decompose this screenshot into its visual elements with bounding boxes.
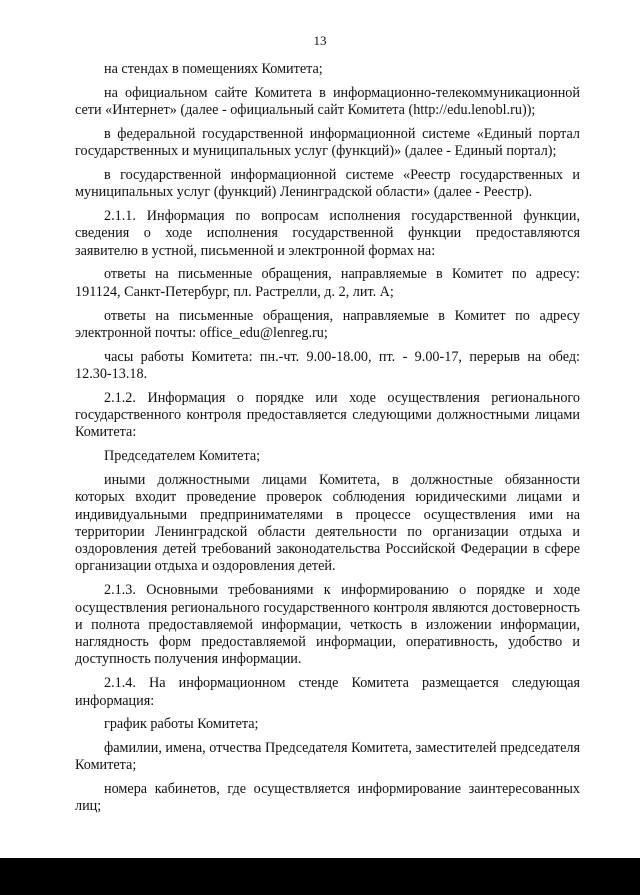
scan-bottom-border [0,858,640,895]
paragraph-2-1-2: 2.1.2. Информация о порядке или ходе осуществления регионального государственного контроля предоставляется следующими должностными лицами Комитета: [75,389,580,441]
paragraph-official-site: на официальном сайте Комитета в информационно-телекоммуникационной сети «Интернет» (далее - официальный сайт Комитета (http://edu.lenobl.ru)); [75,84,580,119]
paragraph-email-address: ответы на письменные обращения, направляемые в Комитет по адресу электронной почты: office_edu@lenreg.ru; [75,307,580,341]
paragraph-registry: в государственной информационной системе «Реестр государственных и муниципальных услуг (функций) Ленинградской области» (далее - Реестр). [75,166,580,201]
paragraph-2-1-1: 2.1.1. Информация по вопросам исполнения государственной функции, сведения о ходе исполнения государственной функции предоставляются заявителю в устной, письменной и электронной формах на: [75,208,580,259]
paragraph-2-1-3: 2.1.3. Основными требованиями к информированию о порядке и ходе осуществления регионального государственного контроля являются достоверность и полнота предоставляемой информации, четкость в изложении информации, наглядность форм предоставляемой информации, оперативность, удобство и доступность получения информации. [75,582,580,668]
paragraph-chairman: Председателем Комитета; [104,448,261,465]
paragraph-schedule: график работы Комитета; [104,716,259,733]
paragraph-2-1-4: 2.1.4. На информационном стенде Комитета размещается следующая информация: [75,675,580,709]
paragraph-unified-portal: в федеральной государственной информационной системе «Единый портал государственных и муниципальных услуг (функций)» (далее - Единый портал); [75,125,580,160]
paragraph-office-numbers: номера кабинетов, где осуществляется информирование заинтересованных лиц; [75,781,580,815]
paragraph-other-officials: иными должностными лицами Комитета, в должностные обязанности которых входит проведение проверок соблюдения юридическими лицами и индивидуальными предпринимателями в процессе осуществления ими на территории Ленинградской области деятельности по организации отдыха и оздоровления детей требований законодательства Российской Федерации в сфере организации отдыха и оздоровления детей. [75,471,580,575]
document-body [75,61,580,822]
paragraph-working-hours: часы работы Комитета: пн.-чт. 9.00-18.00, пт. - 9.00-17, перерыв на обед: 12.30-13.18. [75,348,580,382]
paragraph-stands: на стендах в помещениях Комитета; [104,61,323,77]
paragraph-postal-address: ответы на письменные обращения, направляемые в Комитет по адресу: 191124, Санкт-Петербург, пл. Растрелли, д. 2, лит. А; [75,266,580,300]
paragraph-names: фамилии, имена, отчества Председателя Комитета, заместителей председателя Комитета; [75,740,580,774]
page-number: 13 [313,33,327,48]
